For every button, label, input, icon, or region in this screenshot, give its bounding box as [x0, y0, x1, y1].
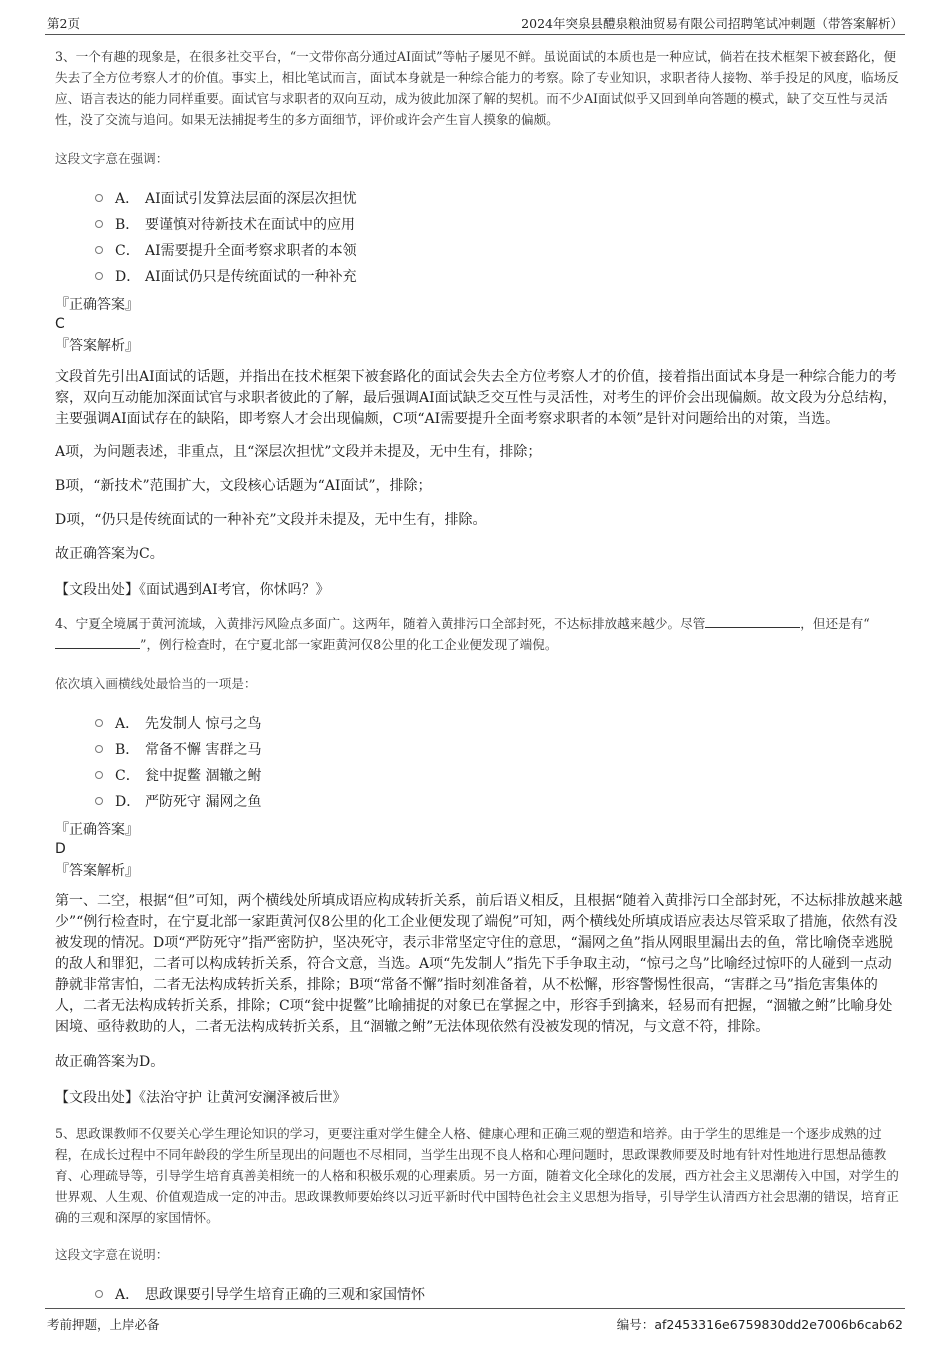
question-4	[55, 613, 905, 1107]
question-3	[55, 46, 905, 599]
correct-answer-label: 『正确答案』	[55, 297, 139, 313]
option-letter: D．	[115, 269, 141, 285]
option-c[interactable]	[95, 237, 905, 263]
option-text: AI需要提升全面考察求职者的本领	[145, 243, 357, 259]
analysis-paragraph: 文段首先引出AI面试的话题，并指出在技术框架下被套路化的面试会失去全方位考察人才的价值，接着指出面试本身是一种综合能力的考察，双向互动能加深面试官与求职者彼此的了解，最后强调AI面试缺乏交互性与灵活性，对考生的评价会出现偏颇。故文段为分总结构，主要强调AI面试存在的缺陷，即考察人才会出现偏颇，C项“AI需要提升全面考察求职者的本领”是针对问题给出的对策，当选。	[55, 369, 897, 427]
page-footer	[45, 1308, 905, 1333]
option-b[interactable]	[95, 736, 905, 762]
analysis-paragraph: D项，“仍只是传统面试的一种补充”文段并未提及，无中生有，排除。	[55, 512, 487, 528]
analysis-label: 『答案解析』	[55, 338, 139, 354]
option-a[interactable]	[95, 185, 905, 211]
option-letter: C．	[115, 768, 140, 784]
analysis-paragraph: A项，为问题表述，非重点，且“深层次担忧”文段并未提及，无中生有，排除；	[55, 444, 542, 460]
option-text: 先发制人 惊弓之鸟	[145, 716, 262, 732]
main-content	[55, 46, 905, 1307]
stem-text: 4、宁夏全境属于黄河流域，入黄排污风险点多面广。这两年，随着入黄排污口全部封死，不达标排放越来越少。尽管	[55, 616, 706, 631]
question-stem: 3、一个有趣的现象是，在很多社交平台，“一文带你高分通过AI面试”等帖子屡见不鲜。虽说面试的本质也是一种应试，倘若在技术框架下被套路化，便失去了全方位考察人才的价值。事实上，相比笔试而言，面试本身就是一种综合能力的考察。除了专业知识，求职者待人接物、举手投足的风度，临场反应、语言表达的能力同样重要。面试官与求职者的双向互动，成为彼此加深了解的契机。而不少AI面试似乎又回到单向答题的模式，缺了交互性与灵活性，没了交流与追问。如果无法捕捉考生的多方面细节，评价或许会产生盲人摸象的偏颇。	[55, 49, 899, 127]
option-letter: A．	[115, 191, 140, 207]
radio-icon[interactable]	[95, 719, 103, 727]
radio-icon[interactable]	[95, 771, 103, 779]
question-prompt: 这段文字意在强调：	[55, 151, 169, 166]
radio-icon[interactable]	[95, 194, 103, 202]
option-d[interactable]	[95, 788, 905, 814]
option-list	[95, 1281, 905, 1307]
option-text: 要谨慎对待新技术在面试中的应用	[145, 217, 355, 233]
option-letter: A．	[115, 1287, 140, 1303]
page-number: 第2页	[47, 16, 80, 31]
analysis-label: 『答案解析』	[55, 863, 139, 879]
correct-answer: D	[55, 841, 66, 857]
option-b[interactable]	[95, 211, 905, 237]
page-header	[45, 12, 905, 35]
stem-text: ”，例行检查时，在宁夏北部一家距黄河仅8公里的化工企业便发现了端倪。	[140, 637, 558, 652]
option-letter: B．	[115, 742, 140, 758]
radio-icon[interactable]	[95, 797, 103, 805]
radio-icon[interactable]	[95, 745, 103, 753]
question-prompt: 依次填入画横线处最恰当的一项是：	[55, 676, 257, 691]
radio-icon[interactable]	[95, 1290, 103, 1298]
source-citation: 【文段出处】《面试遇到AI考官，你怵吗？》	[55, 582, 330, 598]
document-id	[617, 1315, 903, 1333]
option-letter: C．	[115, 243, 140, 259]
option-list	[95, 185, 905, 289]
option-list	[95, 710, 905, 814]
option-d[interactable]	[95, 263, 905, 289]
option-text: AI面试仍只是传统面试的一种补充	[145, 269, 357, 285]
option-letter: A．	[115, 716, 140, 732]
option-text: 严防死守 漏网之鱼	[145, 794, 262, 810]
option-text: 常备不懈 害群之马	[145, 742, 262, 758]
fill-blank-1[interactable]	[705, 615, 800, 628]
radio-icon[interactable]	[95, 220, 103, 228]
option-text: AI面试引发算法层面的深层次担忧	[145, 191, 357, 207]
option-text: 瓮中捉鳖 涸辙之鲋	[145, 768, 262, 784]
option-letter: D．	[115, 794, 141, 810]
question-stem	[55, 613, 905, 655]
answer-conclusion: 故正确答案为D。	[55, 1054, 165, 1070]
question-prompt: 这段文字意在说明：	[55, 1247, 169, 1262]
fill-blank-2[interactable]	[55, 636, 140, 649]
option-text: 思政课要引导学生培育正确的三观和家国情怀	[145, 1287, 425, 1303]
document-id-code: af2453316e6759830dd2e7006b6cab62	[654, 1317, 903, 1332]
analysis-paragraph: 第一、二空，根据“但”可知，两个横线处所填成语应构成转折关系，前后语义相反，且根据“随着入黄排污口全部封死，不达标排放越来越少”“例行检查时，在宁夏北部一家距黄河仅8公里的化工企业便发现了端倪”可知，两个横线处所填成语应表达尽管采取了措施，依然有没被发现的情况。D项“严防死守”指严密防护，坚决死守，表示非常坚定守住的意思，“漏网之鱼”指从网眼里漏出去的鱼，常比喻侥幸逃脱的敌人和罪犯，二者可以构成转折关系，符合文意，当选。A项“先发制人”指先下手争取主动，“惊弓之鸟”比喻经过惊吓的人碰到一点动静就非常害怕，二者无法构成转折关系，排除；B项“常备不懈”指时刻准备着，从不松懈，形容警惕性很高，“害群之马”指危害集体的人，二者无法构成转折关系，排除；C项“瓮中捉鳖”比喻捕捉的对象已在掌握之中，形容手到擒来，轻易而有把握，“涸辙之鲋”比喻身处困境、亟待救助的人，二者无法构成转折关系，且“涸辙之鲋”无法体现依然有没被发现的情况，与文意不符，排除。	[55, 893, 903, 1035]
question-5	[55, 1123, 905, 1307]
footer-slogan: 考前押题，上岸必备	[47, 1317, 160, 1332]
option-a[interactable]	[95, 1281, 905, 1307]
option-c[interactable]	[95, 762, 905, 788]
option-letter: B．	[115, 217, 140, 233]
radio-icon[interactable]	[95, 272, 103, 280]
option-a[interactable]	[95, 710, 905, 736]
correct-answer-label: 『正确答案』	[55, 822, 139, 838]
radio-icon[interactable]	[95, 246, 103, 254]
stem-text: ，但还是有“	[800, 616, 870, 631]
question-stem: 5、思政课教师不仅要关心学生理论知识的学习，更要注重对学生健全人格、健康心理和正确三观的塑造和培养。由于学生的思维是一个逐步成熟的过程，在成长过程中不同年龄段的学生所呈现出的问题也不尽相同，当学生出现不良人格和心理问题时，思政课教师要及时地有针对性地进行思想品德教育、心理疏导等，引导学生培育真善美相统一的人格和积极乐观的心理素质。另一方面，随着文化全球化的发展，西方社会主义思潮传入中国，对学生的世界观、人生观、价值观造成一定的冲击。思政课教师要始终以习近平新时代中国特色社会主义思想为指导，引导学生认清西方社会思潮的错误，培育正确的三观和深厚的家国情怀。	[55, 1126, 899, 1225]
document-title: 2024年突泉县醴泉粮油贸易有限公司招聘笔试冲刺题（带答案解析）	[521, 16, 903, 31]
source-citation: 【文段出处】《法治守护 让黄河安澜泽被后世》	[55, 1090, 347, 1106]
answer-conclusion: 故正确答案为C。	[55, 546, 164, 562]
document-id-label: 编号：	[616, 1317, 655, 1332]
analysis-paragraph: B项，“新技术”范围扩大，文段核心话题为“AI面试”，排除；	[55, 478, 432, 494]
correct-answer: C	[55, 316, 65, 332]
